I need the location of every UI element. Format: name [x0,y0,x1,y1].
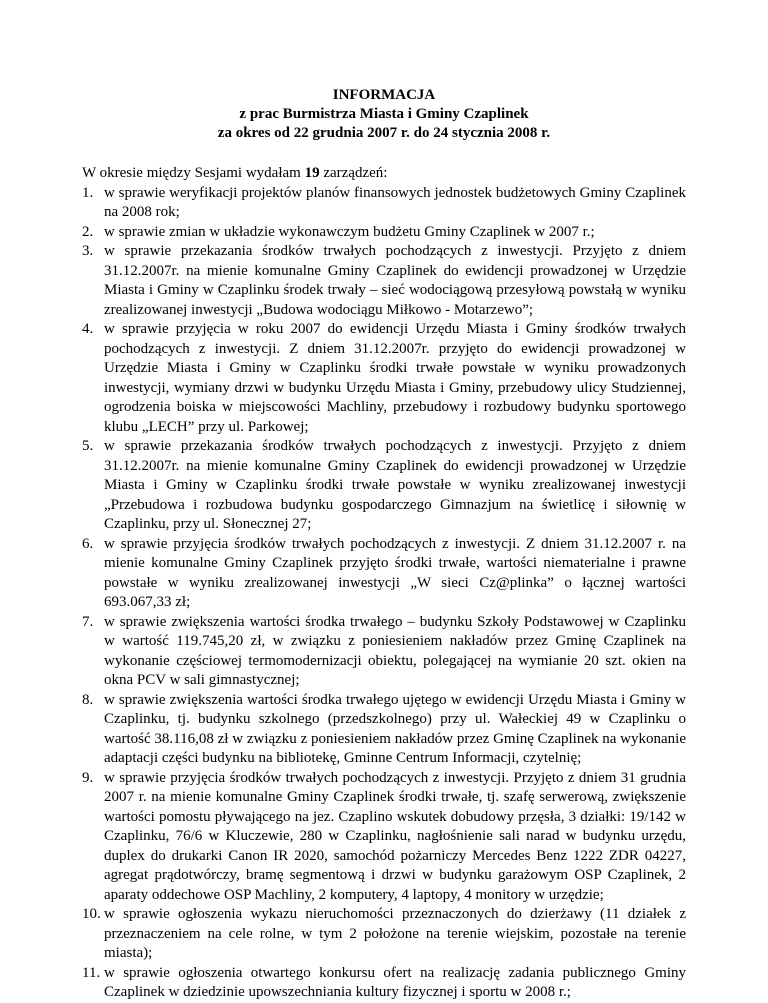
list-item-number: 2. [82,223,94,240]
list-item-number: 1. [82,184,94,201]
list-item [82,691,686,769]
intro-text-before: W okresie między Sesjami wydałam [82,165,305,181]
document-subtitle: z prac Burmistrza Miasta i Gminy Czaplinek [239,106,529,122]
document-period: za okres od 22 grudnia 2007 r. do 24 stycznia 2008 r. [217,125,551,141]
list-item-text: w sprawie ogłoszenia wykazu nieruchomości przeznaczonych do dzierżawy (11 działek z przeznaczeniem na cele rolne, w tym 2 położone na terenie wiejskim, pozostałe na terenie miasta); [104,906,686,961]
list-item [82,437,686,535]
list-item-text: w sprawie weryfikacji projektów planów finansowych jednostek budżetowych Gminy Czaplinek na 2008 rok; [104,184,686,220]
list-item-number: 6. [82,535,94,552]
list-item-text: w sprawie zmian w układzie wykonawczym budżetu Gminy Czaplinek w 2007 r.; [104,223,595,240]
list-item-number: 4. [82,321,94,337]
list-item [82,184,686,223]
list-item [82,905,686,964]
list-item-number: 10. [82,906,101,922]
list-item [82,223,686,243]
list-item-text: w sprawie przyjęcia środków trwałych pochodzących z inwestycji. Przyjęto z dniem 31 grudnia 2007 r. na mienie komunalne Gminy Czaplinek środki trwałe, tj. szafę serwerową, zwiększenie wartości pomostu pływającego na jez. Czaplino wskutek dobudowy przęsła, 3 działki: 19/142 w Czaplinku, 76/6 w Kluczewie, 280 w Czaplinku, nagłośnienie sali narad w budynku urzędu, duplex do drukarki Canon IR 2020, samochód pożarniczy Mercedes Benz 1222 ZDR 04227, agregat prądotwórczy, bramę segmentową i drzwi w budynku garażowym OSP Czaplinek, 2 aparaty oddechowe OSP Machliny, 2 komputery, 4 laptopy, 4 monitory w urzędzie; [104,769,686,903]
list-item-text: w sprawie przyjęcia środków trwałych pochodzących z inwestycji. Z dniem 31.12.2007 r. na mienie komunalne Gminy Czaplinek przyjęto środki trwałe, wartości niematerialne i prawne powstałe w wyniku zrealizowanej inwestycji „W sieci Cz@plinka” o łącznej wartości 693.067,33 zł; [104,535,686,610]
list-item-number: 3. [82,243,94,259]
list-item-text: w sprawie przyjęcia w roku 2007 do ewidencji Urzędu Miasta i Gminy środków trwałych pochodzących z inwestycji. Z dniem 31.12.2007r. przyjęto do ewidencji prowadzonej w Urzędzie Miasta i Gminy w Czaplinku środki trwałe powstałe w wyniku prowadzonych inwestycji, wymiany drzwi w budynku Urzędu Miasta i Gminy, przebudowy ulicy Studziennej, ogrodzenia boiska w miejscowości Machliny, przebudowy i rozbudowy budynku sportowego klubu „LECH” przy ul. Parkowej; [104,321,686,435]
list-item [82,242,686,320]
document-page [82,86,686,1003]
list-item-text: w sprawie ogłoszenia otwartego konkursu ofert na realizację zadania publicznego Gminy Czaplinek w dziedzinie upowszechniania kultury fizycznej i sportu w 2008 r.; [104,964,686,1000]
intro-paragraph [82,164,686,184]
list-item [82,535,686,613]
list-item [82,613,686,691]
list-item-text: w sprawie przekazania środków trwałych pochodzących z inwestycji. Przyjęto z dniem 31.12.2007r. na mienie komunalne Gminy Czaplinek do ewidencji prowadzonej w Urzędzie Miasta i Gminy w Czaplinku środki trwałe powstałe w wyniku zrealizowanej inwestycji „Przebudowa i rozbudowa budynku gospodarczego Gimnazjum na świetlicę i siłownię w Czaplinku, przy ul. Słonecznej 27; [104,438,686,532]
intro-text-after: zarządzeń: [319,165,388,181]
list-item-text: w sprawie zwiększenia wartości środka trwałego ujętego w ewidencji Urzędu Miasta i Gminy w Czaplinku, tj. budynku szkolnego (przedszkolnego) przy ul. Wałeckiej 49 w Czaplinku o wartość 38.116,08 zł w związku z poniesieniem nakładów przez Gminę Czaplinek na wykonanie adaptacji części budynku na bibliotekę, Gminne Centrum Informacji, czytelnię; [104,691,686,766]
list-item-text: w sprawie zwiększenia wartości środka trwałego – budynku Szkoły Podstawowej w Czaplinku w wartość 119.745,20 zł, w związku z poniesieniem nakładów przez Gminę Czaplinek na wykonanie częściowej termomodernizacji obiektu, polegającej na wymianie 20 szt. okien na okna PCV w sali gimnastycznej; [104,613,686,688]
document-title: INFORMACJA [332,87,436,103]
regulations-list [82,184,686,1003]
list-item-number: 9. [82,769,94,786]
document-heading [82,86,686,143]
list-item [82,964,686,1003]
list-item-number: 11. [82,964,101,981]
list-item [82,769,686,906]
list-item [82,320,686,437]
intro-count: 19 [304,165,320,181]
list-item-text: w sprawie przekazania środków trwałych pochodzących z inwestycji. Przyjęto z dniem 31.12.2007r. na mienie komunalne Gminy Czaplinek do ewidencji prowadzonej w Urzędzie Miasta i Gminy w Czaplinku środek trwały – sieć wodociągową przesyłową powstałą w wyniku zrealizowanej inwestycji „Budowa wodociągu Miłkowo - Motarzewo”; [104,243,686,318]
list-item-number: 7. [82,613,94,630]
list-item-number: 8. [82,691,94,708]
list-item-number: 5. [82,438,94,454]
